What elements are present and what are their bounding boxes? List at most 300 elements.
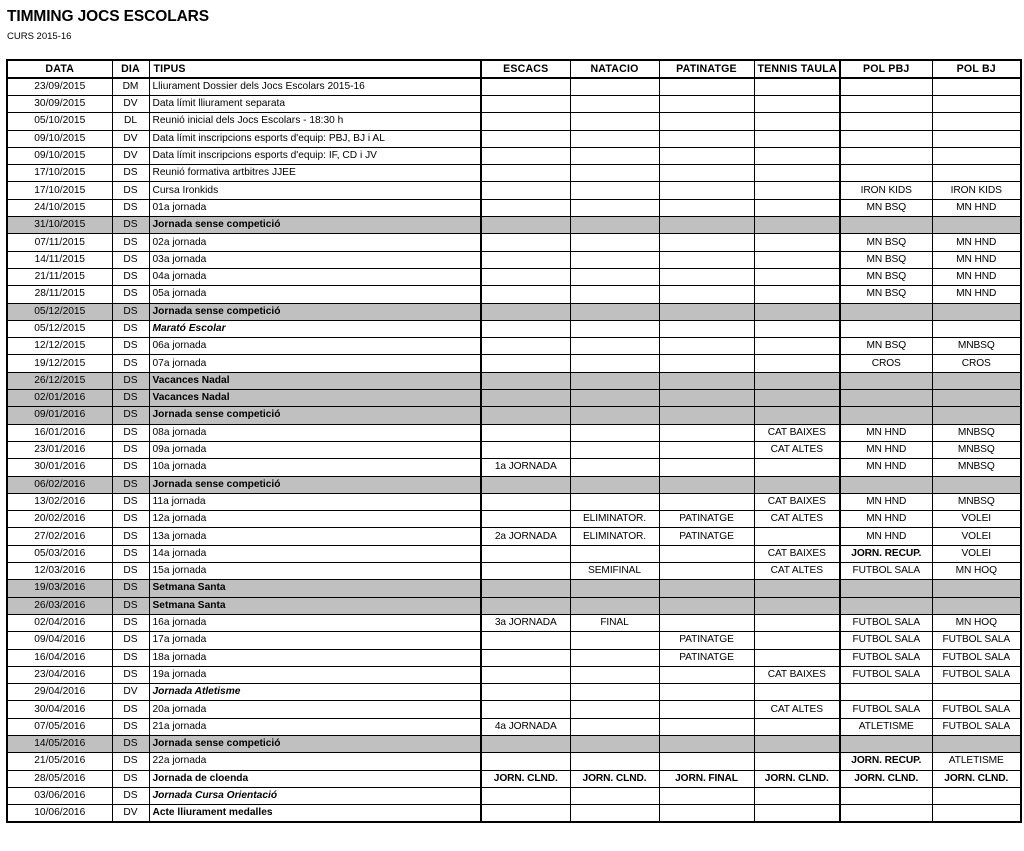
cell-pol-bj xyxy=(932,580,1021,597)
cell-natacio xyxy=(570,684,659,701)
cell-patinatge xyxy=(659,303,754,320)
cell-tennis-taula xyxy=(754,632,840,649)
column-header-data: DATA xyxy=(7,60,112,78)
cell-date: 21/05/2016 xyxy=(7,753,112,770)
cell-patinatge xyxy=(659,805,754,823)
cell-type: Vacances Nadal xyxy=(149,372,481,389)
cell-pol-pbj xyxy=(840,580,932,597)
cell-type: Cursa Ironkids xyxy=(149,182,481,199)
cell-escacs xyxy=(481,165,570,182)
cell-type: 10a jornada xyxy=(149,459,481,476)
cell-natacio xyxy=(570,424,659,441)
cell-escacs xyxy=(481,217,570,234)
table-row xyxy=(7,545,1021,562)
cell-day: DS xyxy=(112,251,149,268)
table-row xyxy=(7,182,1021,199)
cell-tennis-taula xyxy=(754,113,840,130)
cell-patinatge xyxy=(659,563,754,580)
cell-natacio xyxy=(570,78,659,96)
table-row xyxy=(7,787,1021,804)
cell-day: DS xyxy=(112,753,149,770)
cell-patinatge xyxy=(659,320,754,337)
cell-natacio xyxy=(570,787,659,804)
cell-natacio xyxy=(570,545,659,562)
table-row xyxy=(7,130,1021,147)
cell-pol-bj xyxy=(932,217,1021,234)
cell-date: 06/02/2016 xyxy=(7,476,112,493)
cell-pol-pbj: MN BSQ xyxy=(840,286,932,303)
cell-day: DS xyxy=(112,701,149,718)
cell-day: DS xyxy=(112,165,149,182)
column-header-pol-bj: POL BJ xyxy=(932,60,1021,78)
cell-pol-bj xyxy=(932,476,1021,493)
cell-pol-bj xyxy=(932,597,1021,614)
cell-day: DS xyxy=(112,770,149,787)
cell-pol-bj: MN HND xyxy=(932,234,1021,251)
cell-escacs xyxy=(481,390,570,407)
cell-natacio xyxy=(570,320,659,337)
cell-type: Lliurament Dossier dels Jocs Escolars 2015-16 xyxy=(149,78,481,96)
cell-escacs xyxy=(481,251,570,268)
cell-pol-bj xyxy=(932,390,1021,407)
cell-pol-bj xyxy=(932,684,1021,701)
cell-patinatge xyxy=(659,787,754,804)
table-row xyxy=(7,320,1021,337)
cell-tennis-taula xyxy=(754,182,840,199)
cell-escacs: 1a JORNADA xyxy=(481,459,570,476)
cell-type: Jornada sense competició xyxy=(149,303,481,320)
cell-escacs xyxy=(481,96,570,113)
cell-natacio xyxy=(570,286,659,303)
cell-pol-bj: MN HND xyxy=(932,286,1021,303)
cell-patinatge xyxy=(659,735,754,752)
cell-escacs xyxy=(481,320,570,337)
cell-day: DV xyxy=(112,96,149,113)
cell-type: Jornada sense competició xyxy=(149,476,481,493)
cell-pol-bj: FUTBOL SALA xyxy=(932,666,1021,683)
cell-pol-pbj xyxy=(840,147,932,164)
cell-type: Jornada sense competició xyxy=(149,217,481,234)
cell-date: 03/06/2016 xyxy=(7,787,112,804)
cell-pol-bj xyxy=(932,735,1021,752)
cell-natacio xyxy=(570,355,659,372)
cell-pol-bj xyxy=(932,165,1021,182)
table-row xyxy=(7,632,1021,649)
cell-pol-pbj xyxy=(840,597,932,614)
cell-natacio: ELIMINATOR. xyxy=(570,511,659,528)
cell-day: DS xyxy=(112,528,149,545)
cell-patinatge: PATINATGE xyxy=(659,649,754,666)
cell-escacs xyxy=(481,286,570,303)
cell-pol-bj: MN HOQ xyxy=(932,563,1021,580)
column-header-natacio: NATACIO xyxy=(570,60,659,78)
cell-date: 26/12/2015 xyxy=(7,372,112,389)
cell-day: DS xyxy=(112,268,149,285)
cell-tennis-taula: CAT ALTES xyxy=(754,563,840,580)
page-title: TIMMING JOCS ESCOLARS xyxy=(7,8,209,25)
cell-pol-pbj xyxy=(840,372,932,389)
cell-natacio: JORN. CLND. xyxy=(570,770,659,787)
cell-day: DV xyxy=(112,684,149,701)
cell-day: DS xyxy=(112,632,149,649)
table-row xyxy=(7,493,1021,510)
cell-patinatge xyxy=(659,217,754,234)
cell-natacio xyxy=(570,597,659,614)
cell-type: 02a jornada xyxy=(149,234,481,251)
cell-day: DM xyxy=(112,78,149,96)
cell-pol-pbj: JORN. RECUP. xyxy=(840,753,932,770)
cell-day: DS xyxy=(112,545,149,562)
cell-type: Jornada sense competició xyxy=(149,735,481,752)
cell-tennis-taula xyxy=(754,147,840,164)
cell-natacio xyxy=(570,165,659,182)
cell-date: 23/01/2016 xyxy=(7,441,112,458)
cell-pol-bj: MN HND xyxy=(932,199,1021,216)
cell-natacio xyxy=(570,199,659,216)
cell-escacs xyxy=(481,372,570,389)
cell-pol-bj xyxy=(932,147,1021,164)
cell-pol-pbj: FUTBOL SALA xyxy=(840,632,932,649)
cell-day: DS xyxy=(112,493,149,510)
cell-date: 30/01/2016 xyxy=(7,459,112,476)
cell-pol-bj: VOLEI xyxy=(932,545,1021,562)
cell-tennis-taula: JORN. CLND. xyxy=(754,770,840,787)
cell-pol-pbj: MN BSQ xyxy=(840,199,932,216)
cell-natacio xyxy=(570,459,659,476)
cell-day: DS xyxy=(112,649,149,666)
table-row xyxy=(7,268,1021,285)
cell-patinatge: PATINATGE xyxy=(659,528,754,545)
cell-pol-bj: ATLETISME xyxy=(932,753,1021,770)
cell-type: Acte lliurament medalles xyxy=(149,805,481,823)
cell-pol-pbj: FUTBOL SALA xyxy=(840,649,932,666)
cell-day: DS xyxy=(112,563,149,580)
cell-tennis-taula xyxy=(754,407,840,424)
cell-natacio: SEMIFINAL xyxy=(570,563,659,580)
cell-tennis-taula xyxy=(754,649,840,666)
cell-natacio xyxy=(570,632,659,649)
table-row xyxy=(7,563,1021,580)
cell-patinatge xyxy=(659,355,754,372)
cell-pol-bj: MN HND xyxy=(932,268,1021,285)
cell-pol-bj xyxy=(932,96,1021,113)
cell-tennis-taula xyxy=(754,251,840,268)
cell-escacs xyxy=(481,597,570,614)
cell-type: Vacances Nadal xyxy=(149,390,481,407)
cell-tennis-taula xyxy=(754,597,840,614)
column-header-dia: DIA xyxy=(112,60,149,78)
cell-tennis-taula xyxy=(754,787,840,804)
cell-day: DV xyxy=(112,147,149,164)
cell-day: DS xyxy=(112,666,149,683)
cell-escacs xyxy=(481,805,570,823)
cell-pol-bj: FUTBOL SALA xyxy=(932,701,1021,718)
cell-patinatge xyxy=(659,390,754,407)
cell-tennis-taula xyxy=(754,614,840,631)
table-row xyxy=(7,476,1021,493)
header-row xyxy=(7,60,1021,78)
cell-type: 12a jornada xyxy=(149,511,481,528)
cell-patinatge xyxy=(659,372,754,389)
cell-natacio xyxy=(570,338,659,355)
cell-tennis-taula: CAT ALTES xyxy=(754,511,840,528)
cell-pol-pbj: ATLETISME xyxy=(840,718,932,735)
table-row xyxy=(7,753,1021,770)
cell-type: Data límit inscripcions esports d'equip: IF, CD i JV xyxy=(149,147,481,164)
cell-pol-pbj: CROS xyxy=(840,355,932,372)
cell-natacio xyxy=(570,701,659,718)
table-row xyxy=(7,407,1021,424)
cell-natacio xyxy=(570,441,659,458)
cell-natacio xyxy=(570,407,659,424)
cell-tennis-taula: CAT BAIXES xyxy=(754,666,840,683)
table-row xyxy=(7,684,1021,701)
cell-pol-pbj xyxy=(840,303,932,320)
cell-day: DS xyxy=(112,614,149,631)
cell-escacs: 4a JORNADA xyxy=(481,718,570,735)
cell-date: 23/09/2015 xyxy=(7,78,112,96)
cell-date: 05/10/2015 xyxy=(7,113,112,130)
cell-type: Jornada de cloenda xyxy=(149,770,481,787)
cell-escacs xyxy=(481,268,570,285)
cell-escacs xyxy=(481,580,570,597)
cell-type: 22a jornada xyxy=(149,753,481,770)
cell-patinatge xyxy=(659,493,754,510)
cell-patinatge xyxy=(659,165,754,182)
cell-pol-bj: FUTBOL SALA xyxy=(932,649,1021,666)
cell-patinatge xyxy=(659,441,754,458)
cell-natacio xyxy=(570,649,659,666)
cell-type: Reunió formativa artbitres JJEE xyxy=(149,165,481,182)
cell-date: 23/04/2016 xyxy=(7,666,112,683)
cell-pol-pbj xyxy=(840,96,932,113)
cell-pol-bj: MN HOQ xyxy=(932,614,1021,631)
cell-type: 21a jornada xyxy=(149,718,481,735)
cell-date: 05/12/2015 xyxy=(7,303,112,320)
cell-type: 18a jornada xyxy=(149,649,481,666)
cell-patinatge xyxy=(659,130,754,147)
cell-day: DS xyxy=(112,303,149,320)
cell-day: DS xyxy=(112,718,149,735)
table-row xyxy=(7,441,1021,458)
cell-pol-pbj: FUTBOL SALA xyxy=(840,614,932,631)
cell-patinatge xyxy=(659,113,754,130)
column-header-patinatge: PATINATGE xyxy=(659,60,754,78)
cell-tennis-taula xyxy=(754,217,840,234)
cell-type: Jornada sense competició xyxy=(149,407,481,424)
cell-pol-pbj: IRON KIDS xyxy=(840,182,932,199)
cell-date: 21/11/2015 xyxy=(7,268,112,285)
cell-patinatge xyxy=(659,338,754,355)
table-row xyxy=(7,390,1021,407)
cell-type: Marató Escolar xyxy=(149,320,481,337)
cell-day: DV xyxy=(112,130,149,147)
cell-natacio xyxy=(570,217,659,234)
cell-natacio xyxy=(570,805,659,823)
table-row xyxy=(7,78,1021,96)
cell-date: 30/04/2016 xyxy=(7,701,112,718)
cell-pol-pbj xyxy=(840,805,932,823)
cell-natacio xyxy=(570,372,659,389)
cell-pol-pbj: MN HND xyxy=(840,493,932,510)
cell-date: 17/10/2015 xyxy=(7,165,112,182)
cell-escacs xyxy=(481,303,570,320)
cell-type: Jornada Atletisme xyxy=(149,684,481,701)
cell-pol-bj: VOLEI xyxy=(932,528,1021,545)
cell-pol-pbj xyxy=(840,113,932,130)
cell-day: DS xyxy=(112,355,149,372)
cell-type: 06a jornada xyxy=(149,338,481,355)
cell-date: 05/03/2016 xyxy=(7,545,112,562)
cell-natacio xyxy=(570,182,659,199)
cell-escacs xyxy=(481,476,570,493)
cell-date: 09/01/2016 xyxy=(7,407,112,424)
cell-tennis-taula xyxy=(754,718,840,735)
cell-pol-pbj xyxy=(840,735,932,752)
cell-patinatge xyxy=(659,286,754,303)
cell-date: 05/12/2015 xyxy=(7,320,112,337)
cell-escacs xyxy=(481,787,570,804)
cell-natacio xyxy=(570,96,659,113)
cell-type: 04a jornada xyxy=(149,268,481,285)
cell-day: DS xyxy=(112,735,149,752)
table-row xyxy=(7,597,1021,614)
cell-tennis-taula: CAT ALTES xyxy=(754,441,840,458)
page-subtitle: CURS 2015-16 xyxy=(7,31,72,42)
cell-tennis-taula: CAT BAIXES xyxy=(754,493,840,510)
cell-escacs: 3a JORNADA xyxy=(481,614,570,631)
cell-pol-bj xyxy=(932,113,1021,130)
cell-escacs xyxy=(481,407,570,424)
cell-pol-pbj xyxy=(840,320,932,337)
cell-pol-bj: MNBSQ xyxy=(932,493,1021,510)
cell-date: 12/12/2015 xyxy=(7,338,112,355)
cell-escacs xyxy=(481,666,570,683)
cell-tennis-taula xyxy=(754,684,840,701)
cell-type: 16a jornada xyxy=(149,614,481,631)
cell-date: 19/12/2015 xyxy=(7,355,112,372)
cell-tennis-taula xyxy=(754,78,840,96)
cell-day: DS xyxy=(112,441,149,458)
cell-pol-pbj xyxy=(840,130,932,147)
cell-type: Setmana Santa xyxy=(149,597,481,614)
cell-escacs: 2a JORNADA xyxy=(481,528,570,545)
cell-date: 16/01/2016 xyxy=(7,424,112,441)
cell-date: 09/10/2015 xyxy=(7,147,112,164)
cell-pol-bj: MNBSQ xyxy=(932,459,1021,476)
cell-date: 27/02/2016 xyxy=(7,528,112,545)
table-row xyxy=(7,805,1021,823)
cell-escacs xyxy=(481,182,570,199)
cell-escacs xyxy=(481,338,570,355)
table-row xyxy=(7,735,1021,752)
cell-pol-bj xyxy=(932,320,1021,337)
table-row xyxy=(7,718,1021,735)
cell-pol-pbj xyxy=(840,684,932,701)
cell-tennis-taula xyxy=(754,130,840,147)
cell-date: 17/10/2015 xyxy=(7,182,112,199)
cell-tennis-taula: CAT BAIXES xyxy=(754,545,840,562)
cell-patinatge xyxy=(659,234,754,251)
cell-pol-pbj: FUTBOL SALA xyxy=(840,666,932,683)
cell-pol-bj: CROS xyxy=(932,355,1021,372)
cell-date: 16/04/2016 xyxy=(7,649,112,666)
cell-type: 03a jornada xyxy=(149,251,481,268)
cell-pol-bj: FUTBOL SALA xyxy=(932,632,1021,649)
cell-date: 24/10/2015 xyxy=(7,199,112,216)
cell-pol-pbj: MN HND xyxy=(840,528,932,545)
cell-natacio xyxy=(570,113,659,130)
cell-patinatge xyxy=(659,753,754,770)
cell-tennis-taula xyxy=(754,355,840,372)
cell-date: 02/04/2016 xyxy=(7,614,112,631)
cell-natacio xyxy=(570,390,659,407)
cell-pol-pbj: MN BSQ xyxy=(840,251,932,268)
cell-pol-bj: JORN. CLND. xyxy=(932,770,1021,787)
cell-tennis-taula xyxy=(754,753,840,770)
cell-type: 20a jornada xyxy=(149,701,481,718)
table-row xyxy=(7,614,1021,631)
cell-escacs xyxy=(481,735,570,752)
cell-tennis-taula xyxy=(754,735,840,752)
cell-patinatge xyxy=(659,666,754,683)
cell-day: DV xyxy=(112,805,149,823)
cell-patinatge xyxy=(659,580,754,597)
cell-tennis-taula xyxy=(754,372,840,389)
cell-patinatge xyxy=(659,251,754,268)
cell-pol-bj xyxy=(932,372,1021,389)
cell-escacs xyxy=(481,753,570,770)
cell-day: DS xyxy=(112,390,149,407)
cell-escacs xyxy=(481,684,570,701)
cell-date: 20/02/2016 xyxy=(7,511,112,528)
cell-natacio xyxy=(570,493,659,510)
cell-tennis-taula xyxy=(754,286,840,303)
cell-pol-pbj: MN HND xyxy=(840,441,932,458)
cell-patinatge xyxy=(659,614,754,631)
table-row xyxy=(7,511,1021,528)
cell-day: DS xyxy=(112,286,149,303)
cell-pol-bj: MNBSQ xyxy=(932,338,1021,355)
cell-type: 07a jornada xyxy=(149,355,481,372)
cell-escacs xyxy=(481,355,570,372)
cell-patinatge xyxy=(659,545,754,562)
cell-date: 09/10/2015 xyxy=(7,130,112,147)
cell-date: 07/05/2016 xyxy=(7,718,112,735)
cell-escacs xyxy=(481,649,570,666)
cell-day: DS xyxy=(112,217,149,234)
cell-date: 09/04/2016 xyxy=(7,632,112,649)
cell-type: 09a jornada xyxy=(149,441,481,458)
cell-type: 15a jornada xyxy=(149,563,481,580)
cell-date: 07/11/2015 xyxy=(7,234,112,251)
cell-natacio xyxy=(570,268,659,285)
cell-tennis-taula: CAT BAIXES xyxy=(754,424,840,441)
cell-natacio xyxy=(570,234,659,251)
cell-natacio xyxy=(570,130,659,147)
cell-tennis-taula xyxy=(754,476,840,493)
table-row xyxy=(7,251,1021,268)
cell-escacs xyxy=(481,78,570,96)
table-row xyxy=(7,355,1021,372)
cell-type: Data límit lliurament separata xyxy=(149,96,481,113)
cell-patinatge xyxy=(659,147,754,164)
cell-escacs xyxy=(481,441,570,458)
cell-tennis-taula xyxy=(754,390,840,407)
cell-tennis-taula xyxy=(754,528,840,545)
cell-natacio xyxy=(570,476,659,493)
cell-day: DS xyxy=(112,597,149,614)
